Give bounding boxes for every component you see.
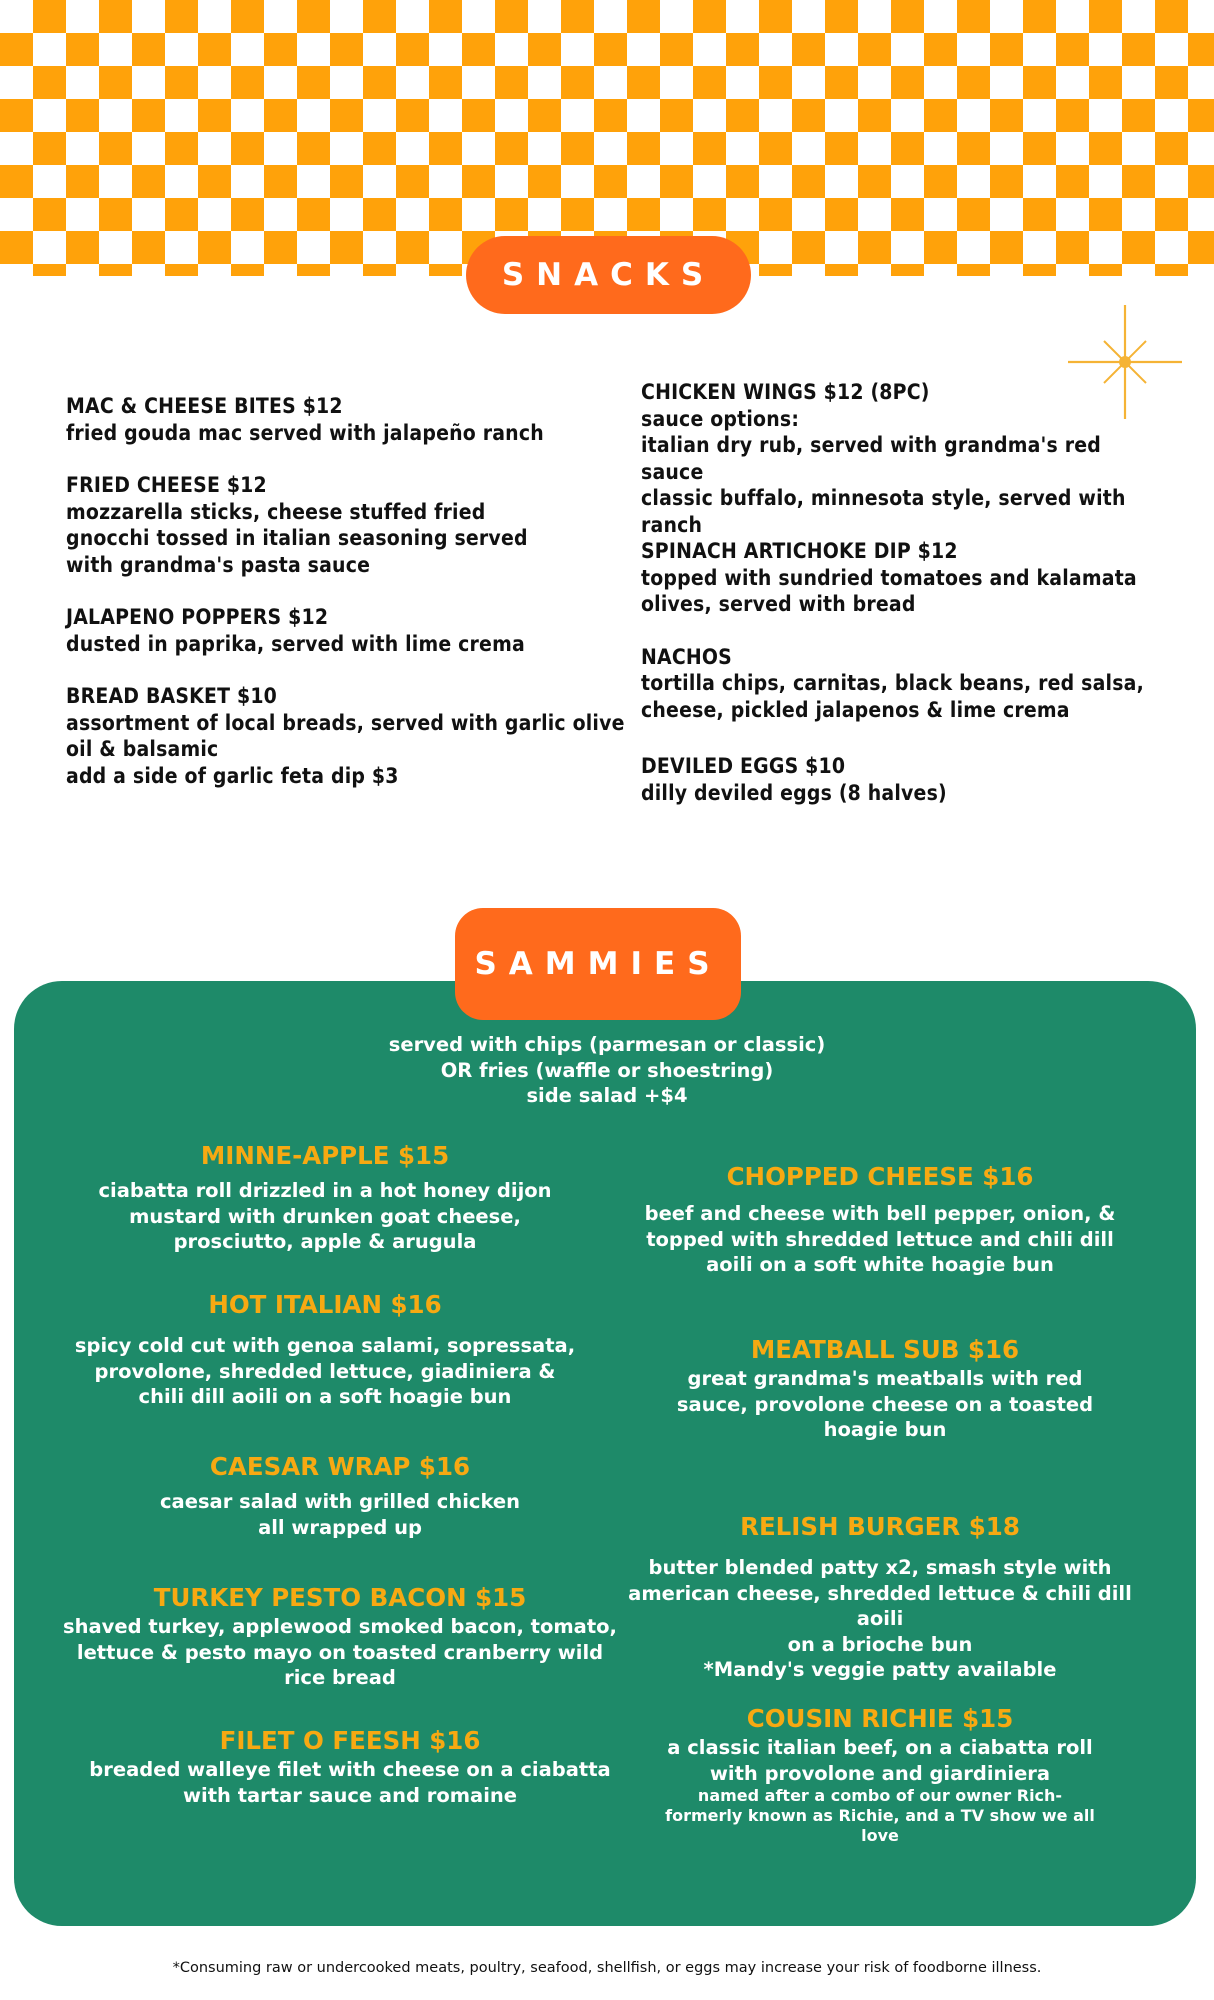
item-description: dilly deviled eggs (8 halves) (641, 780, 947, 805)
health-disclaimer: *Consuming raw or undercooked meats, poultry, seafood, shellfish, or eggs may increase your risk of foodborne illness. (172, 1960, 1042, 1976)
menu-item (641, 538, 1161, 618)
sammy-description: with provolone and giardiniera (709, 1761, 1051, 1785)
item-description: sauce options: (641, 406, 800, 431)
item-description: topped with sundried tomatoes and kalamata (641, 565, 1137, 590)
sammy-description: a classic italian beef, on a ciabatta roll (667, 1736, 1093, 1759)
item-name: DEVILED EGGS $10 (641, 754, 846, 778)
sammy-description: sauce, provolone cheese on a toasted (676, 1392, 1094, 1416)
item-description: tortilla chips, carnitas, black beans, red salsa, (641, 671, 1144, 695)
item-description: classic buffalo, minnesota style, served with (641, 486, 1126, 510)
checkered-banner (0, 0, 1214, 276)
sammy-item (60, 1289, 590, 1410)
sammy-description: all wrapped up (258, 1515, 422, 1539)
sammy-title: MEATBALL SUB $16 (750, 1335, 1020, 1364)
sammy-description: *Mandy's veggie patty available (703, 1658, 1057, 1681)
menu-item (641, 753, 1161, 806)
item-description: ranch (641, 512, 703, 537)
sammy-note: named after a combo of our owner Rich- (697, 1786, 1063, 1805)
menu-item (66, 683, 626, 789)
item-description: cheese, pickled jalapenos & lime crema (641, 697, 1070, 722)
item-name: BREAD BASKET $10 (66, 684, 278, 708)
sammy-item (620, 1334, 1150, 1443)
menu-item (641, 644, 1161, 724)
sammy-description: breaded walleye filet with cheese on a ciabatta (89, 1758, 611, 1781)
item-name: NACHOS (641, 644, 732, 669)
sammy-description: shaved turkey, applewood smoked bacon, tomato, (63, 1615, 617, 1638)
sammy-description: american cheese, shredded lettuce & chili dill aoili (628, 1581, 1132, 1630)
sammy-description: hoagie bun (823, 1418, 947, 1441)
menu-item (641, 379, 1161, 538)
sammy-description: caesar salad with grilled chicken (160, 1490, 520, 1513)
snacks-left-column (66, 393, 626, 815)
snacks-heading: SNACKS (466, 236, 751, 314)
sammy-description: rice bread (284, 1666, 396, 1689)
sammy-item (60, 1140, 590, 1255)
item-description: add a side of garlic feta dip $3 (66, 763, 399, 788)
sides-line: side salad +$4 (526, 1084, 688, 1107)
sammy-item (70, 1725, 630, 1808)
item-description: gnocchi tossed in italian seasoning served (66, 526, 528, 550)
item-name: FRIED CHEESE $12 (66, 473, 267, 497)
sammy-description: ciabatta roll drizzled in a hot honey dijon (98, 1179, 552, 1202)
sammy-title: COUSIN RICHIE $15 (746, 1704, 1014, 1733)
menu-item (66, 604, 626, 657)
item-description: fried gouda mac served with jalapeño ranch (66, 420, 544, 445)
sides-line: served with chips (parmesan or classic) (388, 1033, 826, 1056)
sammy-description: mustard with drunken goat cheese, (129, 1204, 521, 1228)
sammy-item (620, 1161, 1140, 1278)
item-description: dusted in paprika, served with lime crema (66, 631, 525, 656)
sammy-description: beef and cheese with bell pepper, onion, & (644, 1202, 1116, 1225)
item-description: olives, served with bread (641, 592, 916, 616)
sammy-title: TURKEY PESTO BACON $15 (153, 1583, 527, 1612)
sammy-description: topped with shredded lettuce and chili dill (646, 1227, 1114, 1251)
sammy-item (630, 1703, 1130, 1846)
sammy-description: butter blended patty x2, smash style with (648, 1556, 1112, 1579)
menu-item (66, 472, 626, 578)
sammy-description: on a brioche bun (787, 1632, 973, 1656)
item-name: CHICKEN WINGS $12 (8PC) (641, 380, 930, 404)
sammy-title: RELISH BURGER $18 (740, 1512, 1020, 1541)
item-description: assortment of local breads, served with garlic olive (66, 710, 625, 735)
item-description: sauce (641, 459, 704, 484)
item-description: italian dry rub, served with grandma's red (641, 433, 1102, 457)
sammy-description: great grandma's meatballs with red (687, 1367, 1083, 1390)
menu-item (66, 393, 626, 446)
sammy-title: FILET O FEESH $16 (219, 1726, 481, 1755)
sides-info (0, 1032, 1214, 1109)
sides-line: OR fries (waffle or shoestring) (440, 1058, 774, 1082)
item-description: with grandma's pasta sauce (66, 552, 371, 577)
sammy-description: with tartar sauce and romaine (183, 1783, 517, 1807)
sammy-title: CHOPPED CHEESE $16 (726, 1162, 1034, 1191)
item-name: SPINACH ARTICHOKE DIP $12 (641, 539, 958, 563)
sammy-title: HOT ITALIAN $16 (208, 1290, 442, 1319)
sammy-description: spicy cold cut with genoa salami, sopressata, (74, 1334, 576, 1357)
sammies-heading: SAMMIES (455, 908, 741, 1020)
item-description: oil & balsamic (66, 737, 219, 761)
sammy-title: MINNE-APPLE $15 (200, 1141, 450, 1170)
snacks-right-column (641, 379, 1161, 832)
sammy-item (620, 1511, 1140, 1683)
sammy-note: love (861, 1826, 899, 1845)
sammy-description: prosciutto, apple & arugula (173, 1230, 477, 1253)
sammy-title: CAESAR WRAP $16 (209, 1452, 471, 1481)
sammy-description: provolone, shredded lettuce, giadiniera & (94, 1359, 556, 1383)
sammy-description: aoili on a soft white hoagie bun (706, 1253, 1054, 1276)
sammy-note: formerly known as Richie, and a TV show we all (665, 1806, 1095, 1825)
item-name: JALAPENO POPPERS $12 (66, 605, 329, 629)
sammy-item (60, 1582, 620, 1691)
item-name: MAC & CHEESE BITES $12 (66, 394, 343, 418)
sammy-description: chili dill aoili on a soft hoagie bun (138, 1385, 512, 1408)
sammy-description: lettuce & pesto mayo on toasted cranberry wild (76, 1640, 604, 1664)
item-description: mozzarella sticks, cheese stuffed fried (66, 499, 486, 524)
sammy-item (70, 1451, 610, 1540)
